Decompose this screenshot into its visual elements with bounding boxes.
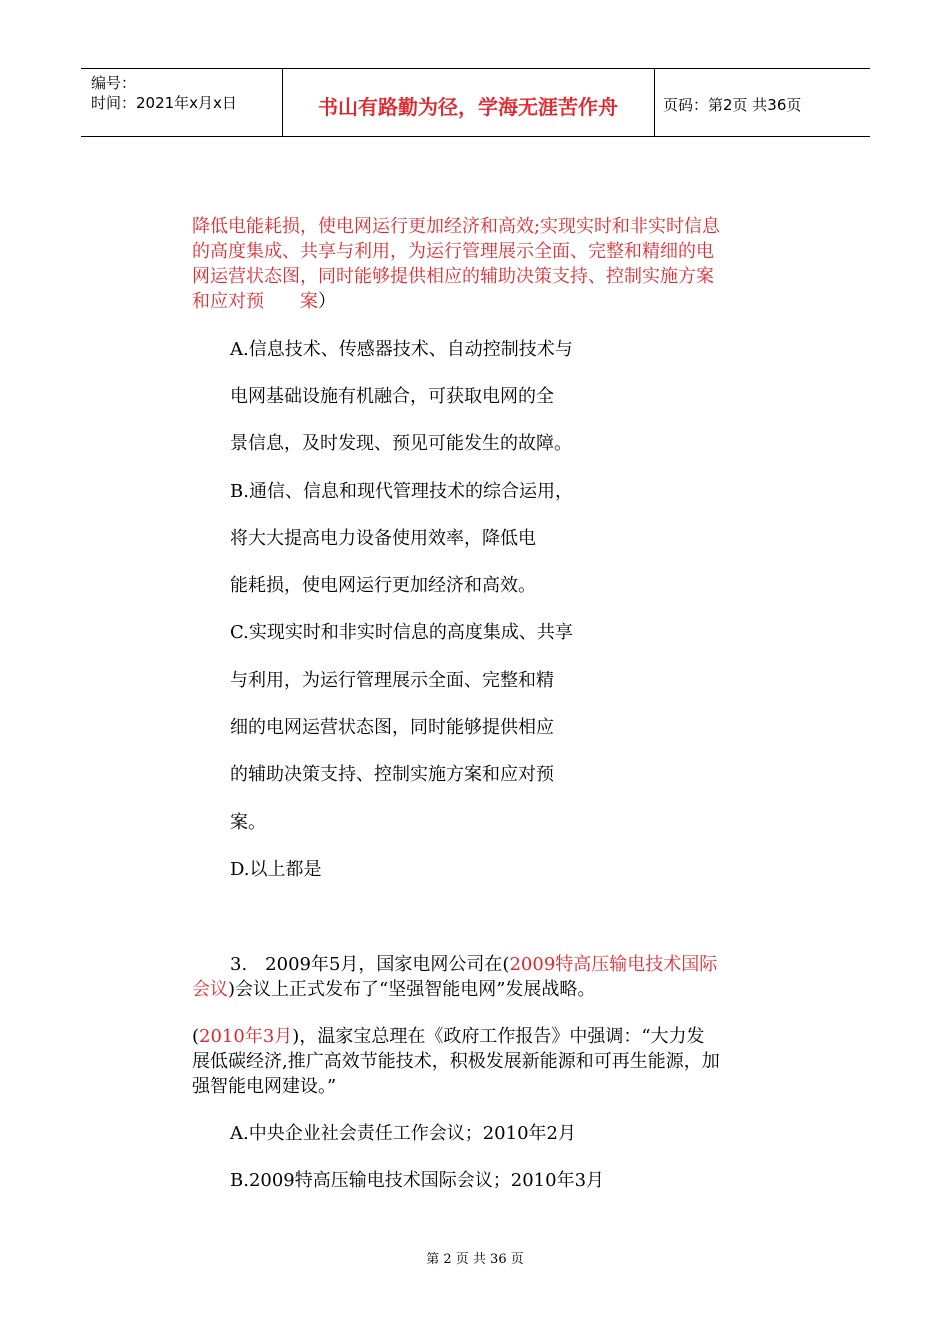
question-3-line <box>192 1024 705 1049</box>
header-motto-cell <box>282 69 655 136</box>
answer-text-line: 网运营状态图，同时能够提供相应的辅助决策支持、控制实施方案 <box>192 266 714 287</box>
option-line: A.信息技术、传感器技术、自动控制技术与 <box>230 339 573 360</box>
header-page-info: 页码：第2页 共36页 <box>663 96 802 114</box>
option-line: 案。 <box>230 812 266 833</box>
serial-number-label: 编号： <box>91 74 137 92</box>
question-3-line <box>230 952 717 977</box>
question-3-answer: 2009特高压输电技术国际 <box>509 954 718 975</box>
question-3-text: )会议上正式发布了“坚强智能电网”发展战略。 <box>228 979 596 1000</box>
question-3-text: )，温家宝总理在《政府工作报告》中强调：“大力发 <box>292 1026 705 1047</box>
option-line: 能耗损，使电网运行更加经济和高效。 <box>230 575 536 596</box>
header-page-cell <box>655 69 870 136</box>
question-3-prefix: 3. 2009年5月，国家电网公司在( <box>230 954 510 975</box>
option-line: B.通信、信息和现代管理技术的综合运用， <box>230 481 573 502</box>
option-line: 景信息，及时发现、预见可能发生的故障。 <box>230 433 572 454</box>
page-footer: 第 2 页 共 36 页 <box>426 1252 524 1267</box>
option-line: 与利用，为运行管理展示全面、完整和精 <box>230 670 554 691</box>
option-line: B.2009特高压输电技术国际会议；2010年3月 <box>230 1170 605 1191</box>
question-3-line: 强智能电网建设。” <box>192 1076 337 1097</box>
option-line: 细的电网运营状态图，同时能够提供相应 <box>230 717 554 738</box>
question-3-line <box>192 977 595 1002</box>
question-3-answer: 会议 <box>192 979 228 1000</box>
option-line: 电网基础设施有机融合，可获取电网的全 <box>230 386 554 407</box>
answer-text-tail: 和应对预 案 <box>192 291 318 312</box>
motto-text: 书山有路勤为径，学海无涯苦作舟 <box>318 95 618 119</box>
option-line: A.中央企业社会责任工作会议；2010年2月 <box>230 1123 576 1144</box>
page-header <box>81 68 870 137</box>
header-meta-cell <box>81 69 283 136</box>
date-label: 时间：2021年x月x日 <box>91 94 237 112</box>
question-3-line: 展低碳经济,推广高效节能技术，积极发展新能源和可再生能源，加 <box>192 1051 720 1072</box>
open-paren: ( <box>192 1026 200 1047</box>
answer-text-line-end <box>192 289 336 314</box>
option-line: D.以上都是 <box>230 859 322 880</box>
option-line: C.实现实时和非实时信息的高度集成、共享 <box>230 622 573 643</box>
answer-text-line: 降低电能耗损，使电网运行更加经济和高效;实现实时和非实时信息 <box>192 216 721 237</box>
question-3-answer: 2010年3月 <box>199 1026 293 1047</box>
answer-text-line: 的高度集成、共享与利用，为运行管理展示全面、完整和精细的电 <box>192 241 714 262</box>
closing-paren: ） <box>318 291 336 312</box>
option-line: 的辅助决策支持、控制实施方案和应对预 <box>230 764 554 785</box>
option-line: 将大大提高电力设备使用效率，降低电 <box>230 528 536 549</box>
